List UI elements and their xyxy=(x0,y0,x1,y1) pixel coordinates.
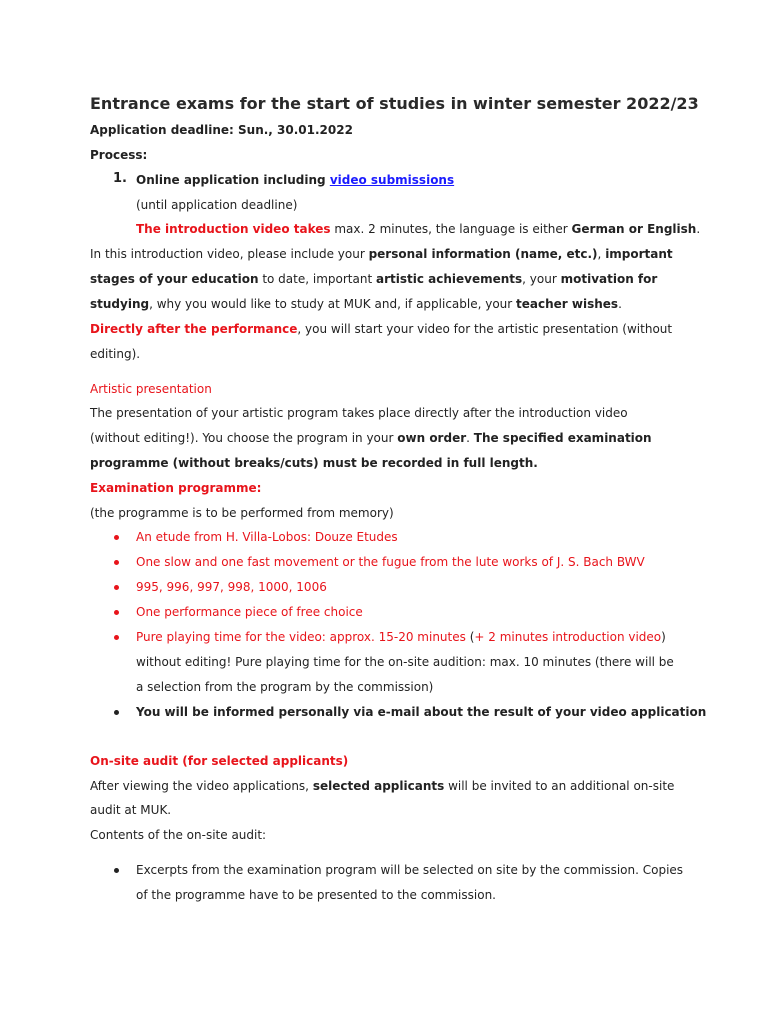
exam-heading: Examination programme: xyxy=(90,481,262,495)
intro-text: , you will start your video for the artistic presentation (without xyxy=(297,322,673,336)
onsite-line-2: audit at MUK. xyxy=(90,803,172,817)
bullet-icon xyxy=(114,868,119,873)
artistic-text: (without editing!). You choose the program in your xyxy=(90,431,398,445)
onsite-contents-label: Contents of the on-site audit: xyxy=(90,828,267,842)
playing-time-highlight: Pure playing time for the video: approx. 15-20 minutes xyxy=(136,630,466,644)
intro-text: , your xyxy=(522,272,561,286)
intro-line-3 xyxy=(90,271,657,287)
selected-applicants: selected applicants xyxy=(312,779,445,793)
onsite-text: After viewing the video applications, xyxy=(90,779,313,793)
page-title: Entrance exams for the start of studies in winter semester 2022/23 xyxy=(90,94,699,113)
intro-bold: studying xyxy=(90,297,150,311)
onsite-item-line-2: of the programme have to be presented to the commission. xyxy=(136,888,496,902)
intro-line-4 xyxy=(90,296,622,312)
bullet-icon xyxy=(114,610,119,615)
intro-bold: stages of your education xyxy=(90,272,259,286)
intro-line-1 xyxy=(136,221,700,237)
exam-time-line-2: without editing! Pure playing time for the on-site audition: max. 10 minutes (there will be xyxy=(136,655,674,669)
bullet-icon xyxy=(114,710,119,715)
onsite-text: will be invited to an additional on-site xyxy=(444,779,675,793)
intro-bold: personal information (name, etc.) xyxy=(368,247,598,261)
intro-bold: teacher wishes xyxy=(516,297,619,311)
intro-text: . xyxy=(618,297,622,311)
bullet-icon xyxy=(114,535,119,540)
intro-video-highlight: The introduction video takes xyxy=(136,222,331,236)
exam-text: ) xyxy=(661,630,666,644)
intro-text: In this introduction video, please include your xyxy=(90,247,369,261)
language-options: German or English xyxy=(571,222,697,236)
intro-line-6: editing). xyxy=(90,347,141,361)
artistic-line-2 xyxy=(90,430,652,446)
intro-text: max. 2 minutes, the language is either xyxy=(330,222,572,236)
intro-text: , why you would like to study at MUK and, if applicable, your xyxy=(149,297,517,311)
exam-time-line-3: a selection from the program by the commission) xyxy=(136,680,434,694)
step-1 xyxy=(136,172,454,188)
artistic-line-1: The presentation of your artistic program takes place directly after the introduction video xyxy=(90,406,628,420)
artistic-text: . xyxy=(466,431,474,445)
step-1-note: (until application deadline) xyxy=(136,198,298,212)
intro-text: to date, important xyxy=(258,272,376,286)
step-1-text: Online application including xyxy=(136,173,330,187)
informed-notice: You will be informed personally via e-mail about the result of your video application xyxy=(136,705,707,719)
exam-item: One slow and one fast movement or the fugue from the lute works of J. S. Bach BWV xyxy=(136,555,645,569)
application-deadline: Application deadline: Sun., 30.01.2022 xyxy=(90,123,353,137)
artistic-line-3: programme (without breaks/cuts) must be recorded in full length. xyxy=(90,456,538,470)
intro-bold: artistic achievements xyxy=(375,272,523,286)
onsite-item-line-1: Excerpts from the examination program will be selected on site by the commission. Copies xyxy=(136,863,684,877)
video-submissions-link[interactable]: video submissions xyxy=(329,173,455,187)
intro-bold: important xyxy=(605,247,673,261)
artistic-bold: own order xyxy=(397,431,467,445)
bullet-icon xyxy=(114,635,119,640)
intro-line-2 xyxy=(90,246,673,262)
bullet-icon xyxy=(114,585,119,590)
exam-item: One performance piece of free choice xyxy=(136,605,363,619)
onsite-heading: On-site audit (for selected applicants) xyxy=(90,754,349,768)
exam-time-line-1 xyxy=(136,629,666,645)
exam-item: An etude from H. Villa-Lobos: Douze Etudes xyxy=(136,530,398,544)
exam-text: ( xyxy=(465,630,475,644)
directly-after-highlight: Directly after the performance xyxy=(90,322,298,336)
bullet-icon xyxy=(114,560,119,565)
intro-text: , xyxy=(597,247,606,261)
artistic-bold: The specified examination xyxy=(473,431,652,445)
process-label: Process: xyxy=(90,148,148,162)
exam-item: 995, 996, 997, 998, 1000, 1006 xyxy=(136,580,327,594)
onsite-line-1 xyxy=(90,778,674,794)
intro-text: . xyxy=(696,222,701,236)
intro-video-time-highlight: + 2 minutes introduction video xyxy=(474,630,662,644)
step-number: 1. xyxy=(113,171,127,186)
artistic-heading: Artistic presentation xyxy=(90,382,212,396)
intro-line-5 xyxy=(90,321,672,337)
exam-note: (the programme is to be performed from memory) xyxy=(90,506,394,520)
intro-bold: motivation for xyxy=(560,272,658,286)
